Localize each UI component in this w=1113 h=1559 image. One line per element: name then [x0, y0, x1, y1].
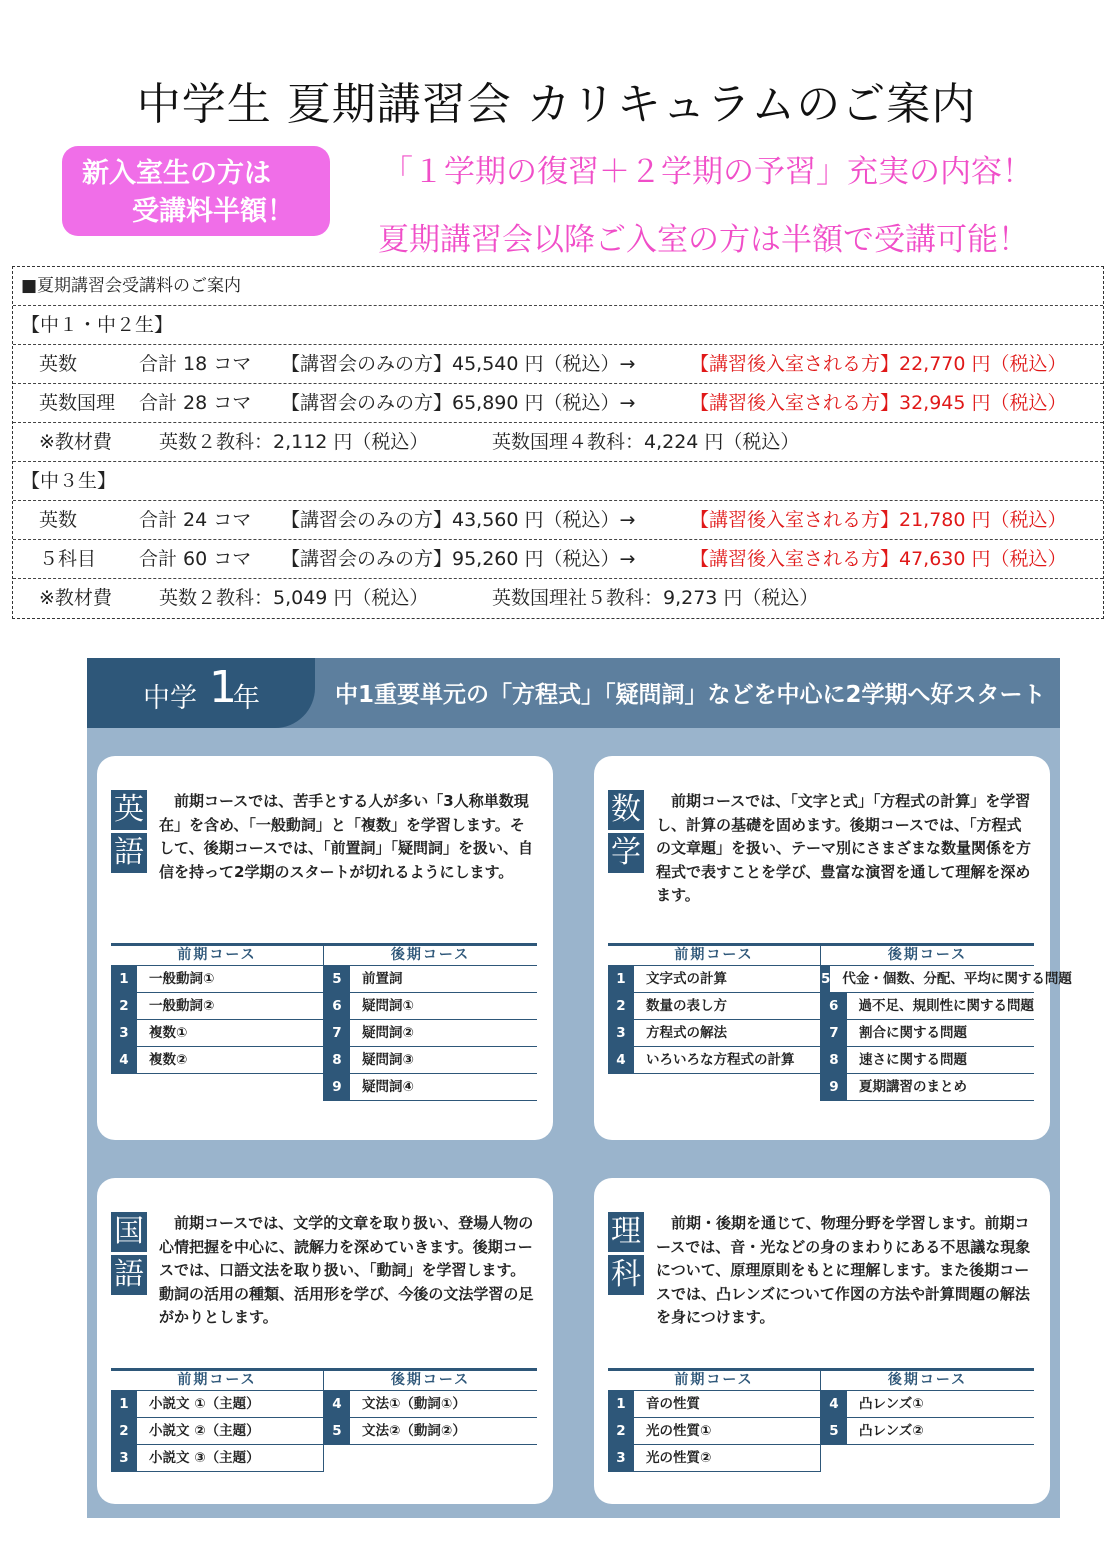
course-item-label: 速さに関する問題 [859, 1052, 967, 1068]
course-item [111, 993, 323, 1020]
course-item-label: 前置詞 [362, 971, 403, 987]
course-item-number: 4 [324, 1391, 350, 1417]
headline-half-price: 夏期講習会以降ご入室の方は半額で受講可能！ [378, 222, 1029, 258]
fee-only-price: 【講習会のみの方】95,260 円（税込）→ [281, 548, 636, 570]
course-item [324, 966, 537, 993]
course-item-label: 凸レンズ① [859, 1396, 924, 1412]
course-item [111, 1047, 323, 1074]
card-science [594, 1178, 1050, 1504]
subject-char: 理 [608, 1212, 644, 1252]
late-column [821, 966, 1072, 1101]
course-item-number: 1 [608, 1391, 634, 1417]
course-table [111, 943, 537, 1101]
course-item [324, 1047, 537, 1074]
course-item-label: 文法②（動詞②） [362, 1423, 466, 1439]
subject-char: 数 [608, 790, 644, 830]
course-item-number: 5 [324, 966, 350, 992]
course-description: 前期コースでは、「文字と式」「方程式の計算」を学習し、計算の基礎を固めます。後期コースでは、「方程式の文章題」を扱い、テーマ別にさまざまな数量関係を方程式で表すことを学び、豊富な演習を通して理解を深めます。 [656, 792, 1032, 904]
fee-koma: 合計 18 コマ [139, 353, 252, 375]
course-item [324, 993, 537, 1020]
material-fee-row [13, 579, 1103, 618]
fee-row [13, 540, 1103, 579]
material-a: 英数２教科：5,049 円（税込） [159, 587, 429, 609]
course-item-number: 7 [324, 1020, 350, 1046]
course-item [821, 1020, 1034, 1047]
course-item-number: 3 [608, 1445, 634, 1471]
subject-char: 語 [111, 1255, 147, 1295]
material-label: ※教材費 [39, 431, 112, 453]
course-item [821, 1047, 1034, 1074]
course-item [821, 1418, 1034, 1445]
course-item-number: 2 [608, 993, 634, 1019]
course-item-label: 疑問詞③ [362, 1052, 414, 1068]
course-item [608, 1418, 820, 1445]
course-description: 前期コースでは、文学的文章を取り扱い、登場人物の心情把握を中心に、読解力を深めていきます。後期コースでは、口語文法を取り扱い、「動詞」を学習します。動詞の活用の種類、活用形を学び、今後の文法学習の足がかりとします。 [159, 1214, 534, 1326]
course-table [608, 1368, 1034, 1472]
course-item-number: 3 [111, 1445, 137, 1471]
fee-heading: ■夏期講習会受講料のご案内 [13, 267, 1103, 306]
subject-char: 国 [111, 1212, 147, 1252]
subject-char: 学 [608, 833, 644, 873]
header-late: 後期コース [887, 1372, 968, 1388]
late-column [821, 1391, 1034, 1472]
fee-subject: ５科目 [39, 548, 97, 570]
course-item-label: 疑問詞① [362, 998, 414, 1014]
fee-only-price: 【講習会のみの方】43,560 円（税込）→ [281, 509, 636, 531]
late-column [324, 966, 537, 1101]
course-item [324, 1418, 537, 1445]
course-item-label: 凸レンズ② [859, 1423, 924, 1439]
early-column [608, 1391, 821, 1472]
badge-line2: 受講料半額！ [132, 196, 294, 227]
course-item [821, 1391, 1034, 1418]
course-item-number: 3 [111, 1020, 137, 1046]
fee-row [13, 501, 1103, 540]
grade-badge [87, 658, 315, 728]
fee-koma: 合計 60 コマ [139, 548, 252, 570]
course-item-label: 小説文 ②（主題） [149, 1423, 260, 1439]
grade-prefix: 中学 [143, 683, 197, 714]
course-item-number: 6 [821, 993, 847, 1019]
subject-char: 英 [111, 790, 147, 830]
subject-label [608, 1212, 644, 1298]
course-item-label: 過不足、規則性に関する問題 [858, 998, 1034, 1014]
new-student-badge [62, 146, 330, 236]
grade3-label: 【中３生】 [13, 462, 1103, 501]
header-late: 後期コース [887, 947, 968, 963]
fee-after-price: 【講習後入室される方】22,770 円（税込） [690, 353, 1067, 375]
fee-only-price: 【講習会のみの方】45,540 円（税込）→ [281, 353, 636, 375]
subject-label [111, 1212, 147, 1298]
course-item-label: 光の性質① [646, 1423, 712, 1439]
course-item-label: 方程式の解法 [646, 1025, 727, 1041]
subject-label [111, 790, 147, 876]
page-title: 中学生 夏期講習会 カリキュラムのご案内 [136, 79, 977, 130]
course-item-number: 5 [324, 1418, 350, 1444]
course-item-label: 疑問詞② [362, 1025, 414, 1041]
course-item [111, 1391, 323, 1418]
early-column [111, 966, 324, 1101]
fee-koma: 合計 28 コマ [139, 392, 252, 414]
course-item [608, 1047, 820, 1074]
course-item-label: 複数① [149, 1025, 188, 1041]
course-item-label: 一般動詞① [149, 971, 215, 987]
fee-table [12, 266, 1104, 619]
course-item-number: 9 [324, 1074, 350, 1100]
course-item [821, 1074, 1034, 1101]
material-b: 英数国理社５教科：9,273 円（税込） [492, 587, 819, 609]
course-description: 前期・後期を通じて、物理分野を学習します。前期コースでは、音・光などの身のまわりにある不思議な現象について、原理原則をもとに理解します。また後期コースでは、凸レンズについて作図の方法や計算問題の解法を身につけます。 [656, 1214, 1031, 1326]
early-column [111, 1391, 324, 1472]
course-item [111, 966, 323, 993]
course-item [111, 1020, 323, 1047]
course-item-label: 夏期講習のまとめ [859, 1079, 967, 1095]
fee-subject: 英数 [39, 353, 78, 375]
course-item-number: 2 [608, 1418, 634, 1444]
fee-row [13, 384, 1103, 423]
course-item-label: 文字式の計算 [646, 971, 727, 987]
course-item-label: 一般動詞② [149, 998, 215, 1014]
course-item-label: 文法①（動詞①） [362, 1396, 466, 1412]
fee-after-price: 【講習後入室される方】21,780 円（税込） [690, 509, 1067, 531]
course-item-label: 代金・個数、分配、平均に関する問題 [842, 971, 1072, 987]
course-item-label: 光の性質② [646, 1450, 712, 1466]
fee-row [13, 345, 1103, 384]
material-fee-row [13, 423, 1103, 462]
course-item [608, 993, 820, 1020]
course-item [111, 1418, 323, 1445]
course-item [821, 966, 1072, 993]
course-item-number: 4 [821, 1391, 847, 1417]
fee-koma: 合計 24 コマ [139, 509, 252, 531]
course-table [608, 943, 1072, 1101]
headline-review-preview: 「１学期の復習＋２学期の予習」充実の内容！ [382, 154, 1033, 190]
material-label: ※教材費 [39, 587, 112, 609]
course-item-number: 6 [324, 993, 350, 1019]
card-english [97, 756, 553, 1140]
grade-banner [87, 658, 1060, 728]
course-item-label: いろいろな方程式の計算 [646, 1052, 795, 1068]
course-item-label: 複数② [149, 1052, 188, 1068]
grade-number: 1 [209, 662, 237, 713]
course-item-number: 8 [324, 1047, 350, 1073]
course-table [111, 1368, 537, 1472]
course-item-number: 7 [821, 1020, 847, 1046]
course-item [608, 1445, 820, 1472]
subject-char: 科 [608, 1255, 644, 1295]
header-early: 前期コース [111, 1371, 324, 1390]
card-math [594, 756, 1072, 1140]
fee-after-price: 【講習後入室される方】32,945 円（税込） [690, 392, 1067, 414]
course-item-number: 2 [111, 1418, 137, 1444]
subject-char: 語 [111, 833, 147, 873]
grade12-label: 【中１・中２生】 [13, 306, 1103, 345]
fee-only-price: 【講習会のみの方】65,890 円（税込）→ [281, 392, 636, 414]
course-item [324, 1391, 537, 1418]
subject-label [608, 790, 644, 876]
banner-text: 中1重要単元の「方程式」「疑問詞」などを中心に2学期へ好スタート [335, 682, 1046, 708]
fee-subject: 英数 [39, 509, 78, 531]
header-early: 前期コース [608, 946, 821, 965]
badge-line1: 新入室生の方は [82, 158, 271, 189]
course-item [608, 966, 820, 993]
course-item-label: 小説文 ①（主題） [149, 1396, 260, 1412]
course-item [608, 1020, 820, 1047]
course-item-number: 5 [821, 1418, 847, 1444]
course-item-number: 4 [111, 1047, 137, 1073]
course-item [324, 1074, 537, 1101]
grade-suffix: 年 [233, 683, 260, 714]
curriculum-panel [87, 658, 1072, 1518]
course-item [608, 1391, 820, 1418]
course-item-label: 小説文 ③（主題） [149, 1450, 260, 1466]
course-description: 前期コースでは、苦手とする人が多い「3人称単数現在」を含め、「一般動詞」と「複数」を学習します。そして、後期コースでは、「前置詞」「疑問詞」を扱い、自信を持って2学期のスタートが切れるようにします。 [159, 792, 533, 881]
course-item-number: 4 [608, 1047, 634, 1073]
header-early: 前期コース [608, 1371, 821, 1390]
course-item-number: 2 [111, 993, 137, 1019]
header-late: 後期コース [390, 947, 471, 963]
late-column [324, 1391, 537, 1472]
header-early: 前期コース [111, 946, 324, 965]
course-item-number: 3 [608, 1020, 634, 1046]
course-item-number: 1 [111, 966, 137, 992]
header-late: 後期コース [390, 1372, 471, 1388]
course-item-number: 5 [821, 966, 830, 992]
material-a: 英数２教科：2,112 円（税込） [159, 431, 429, 453]
course-item-label: 音の性質 [646, 1396, 700, 1412]
course-item [821, 993, 1034, 1020]
fee-subject: 英数国理 [39, 392, 116, 414]
fee-after-price: 【講習後入室される方】47,630 円（税込） [690, 548, 1067, 570]
material-b: 英数国理４教科：4,224 円（税込） [492, 431, 800, 453]
course-item-label: 数量の表し方 [646, 998, 727, 1014]
early-column [608, 966, 821, 1101]
course-item [111, 1445, 323, 1472]
course-item-number: 9 [821, 1074, 847, 1100]
course-item-number: 8 [821, 1047, 847, 1073]
course-item-number: 1 [111, 1391, 137, 1417]
course-item-label: 疑問詞④ [362, 1079, 414, 1095]
course-item-number: 1 [608, 966, 634, 992]
card-japanese [97, 1178, 553, 1504]
course-item [324, 1020, 537, 1047]
course-item-label: 割合に関する問題 [859, 1025, 967, 1041]
